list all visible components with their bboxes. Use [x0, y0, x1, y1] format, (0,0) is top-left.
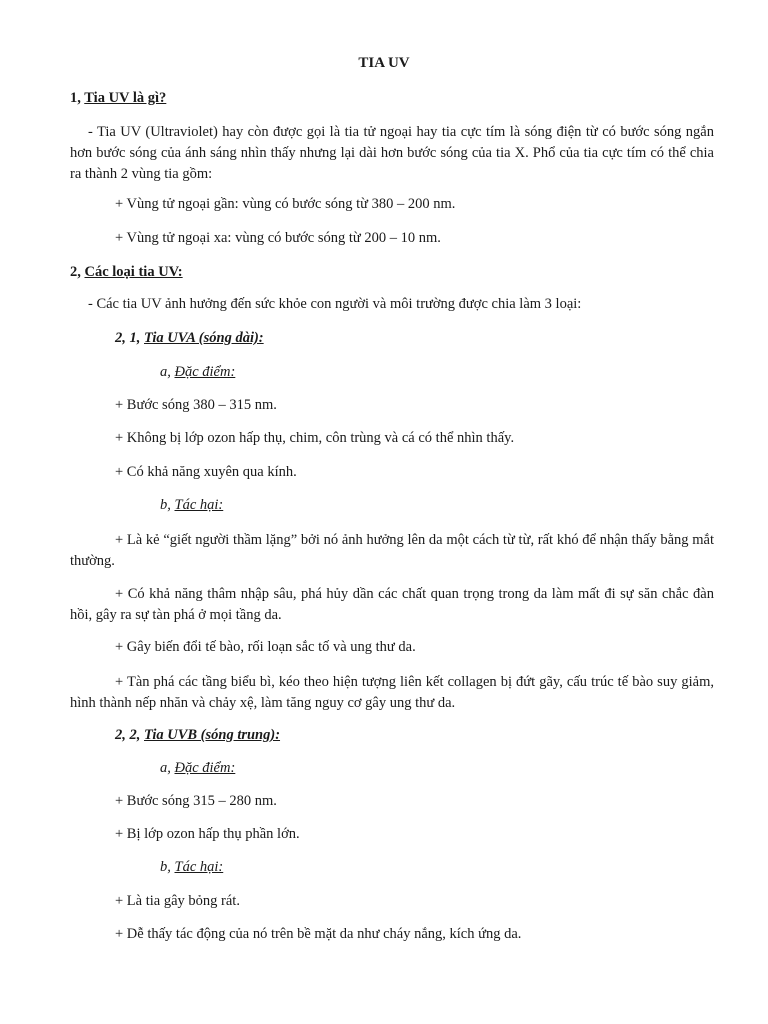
uva-harms-heading: [160, 497, 223, 514]
uvb-harms-label: Tác hại:: [174, 859, 224, 875]
section-2-heading: [70, 264, 183, 281]
uva-harm-1: + Là kẻ “giết người thầm lặng” bởi nó ảnh hưởng lên da một cách từ từ, rất khó để nhận thấy bằng mắt thường.: [70, 532, 714, 569]
near-uv-item: + Vùng tử ngoại gần: vùng có bước sóng từ 380 – 200 nm.: [115, 196, 456, 212]
section-1-number: 1,: [70, 90, 85, 106]
document-title: TIA UV: [358, 55, 410, 71]
uva-feature-2: + Không bị lớp ozon hấp thụ, chim, côn trùng và cá có thể nhìn thấy.: [115, 430, 515, 446]
uva-harms-label: Tác hại:: [174, 497, 224, 513]
section-1-intro: - Tia UV (Ultraviolet) hay còn được gọi là tia tử ngoại hay tia cực tím là sóng điện từ có bước sóng ngắn hơn bước sóng của ánh sáng nhìn thấy nhưng lại dài hơn bước sóng của tia X. Phổ của tia cực tím có thể chia ra thành 2 vùng tia gồm:: [70, 124, 714, 182]
uvb-title: Tia UVB (sóng trung):: [144, 727, 281, 743]
uva-harm-4: + Tàn phá các tầng biểu bì, kéo theo hiện tượng liên kết collagen bị đứt gãy, cấu trúc tế bào suy giảm, hình thành nếp nhăn và chảy xệ, làm tăng nguy cơ gây ung thư da.: [70, 674, 714, 711]
uvb-harms-letter: b,: [160, 859, 175, 875]
uva-features-heading: [160, 364, 235, 381]
uva-heading: [115, 330, 264, 347]
section-1-heading: [70, 90, 166, 107]
uva-harm-2: + Có khả năng thâm nhập sâu, phá hủy dần các chất quan trọng trong da làm mất đi sự săn chắc đàn hồi, gây ra sự tàn phá ở mọi tầng da.: [70, 586, 714, 623]
uva-number: 2, 1,: [115, 330, 144, 346]
uva-feature-1: + Bước sóng 380 – 315 nm.: [115, 397, 277, 413]
uvb-features-label: Đặc điểm:: [174, 760, 236, 776]
uva-title: Tia UVA (sóng dài):: [144, 330, 264, 346]
uvb-feature-1: + Bước sóng 315 – 280 nm.: [115, 793, 277, 809]
uva-harm-3: + Gây biến đổi tế bào, rối loạn sắc tố và ung thư da.: [115, 639, 416, 655]
uva-features-label: Đặc điểm:: [174, 364, 236, 380]
uvb-harms-heading: [160, 859, 223, 876]
uvb-harm-1: + Là tia gây bỏng rát.: [115, 893, 240, 909]
section-2-number: 2,: [70, 264, 85, 280]
uvb-number: 2, 2,: [115, 727, 144, 743]
uvb-heading: [115, 727, 280, 744]
uvb-feature-2: + Bị lớp ozon hấp thụ phần lớn.: [115, 826, 300, 842]
uvb-harm-2: + Dễ thấy tác động của nó trên bề mặt da như cháy nắng, kích ứng da.: [115, 926, 522, 942]
uvb-features-letter: a,: [160, 760, 175, 776]
uva-harms-letter: b,: [160, 497, 175, 513]
section-2-title: Các loại tia UV:: [84, 264, 183, 280]
uva-features-letter: a,: [160, 364, 175, 380]
uvb-features-heading: [160, 760, 235, 777]
section-1-title: Tia UV là gì?: [84, 90, 167, 106]
section-2-intro: - Các tia UV ảnh hưởng đến sức khỏe con người và môi trường được chia làm 3 loại:: [88, 296, 582, 312]
far-uv-item: + Vùng tử ngoại xa: vùng có bước sóng từ 200 – 10 nm.: [115, 230, 441, 246]
uva-feature-3: + Có khả năng xuyên qua kính.: [115, 464, 297, 480]
